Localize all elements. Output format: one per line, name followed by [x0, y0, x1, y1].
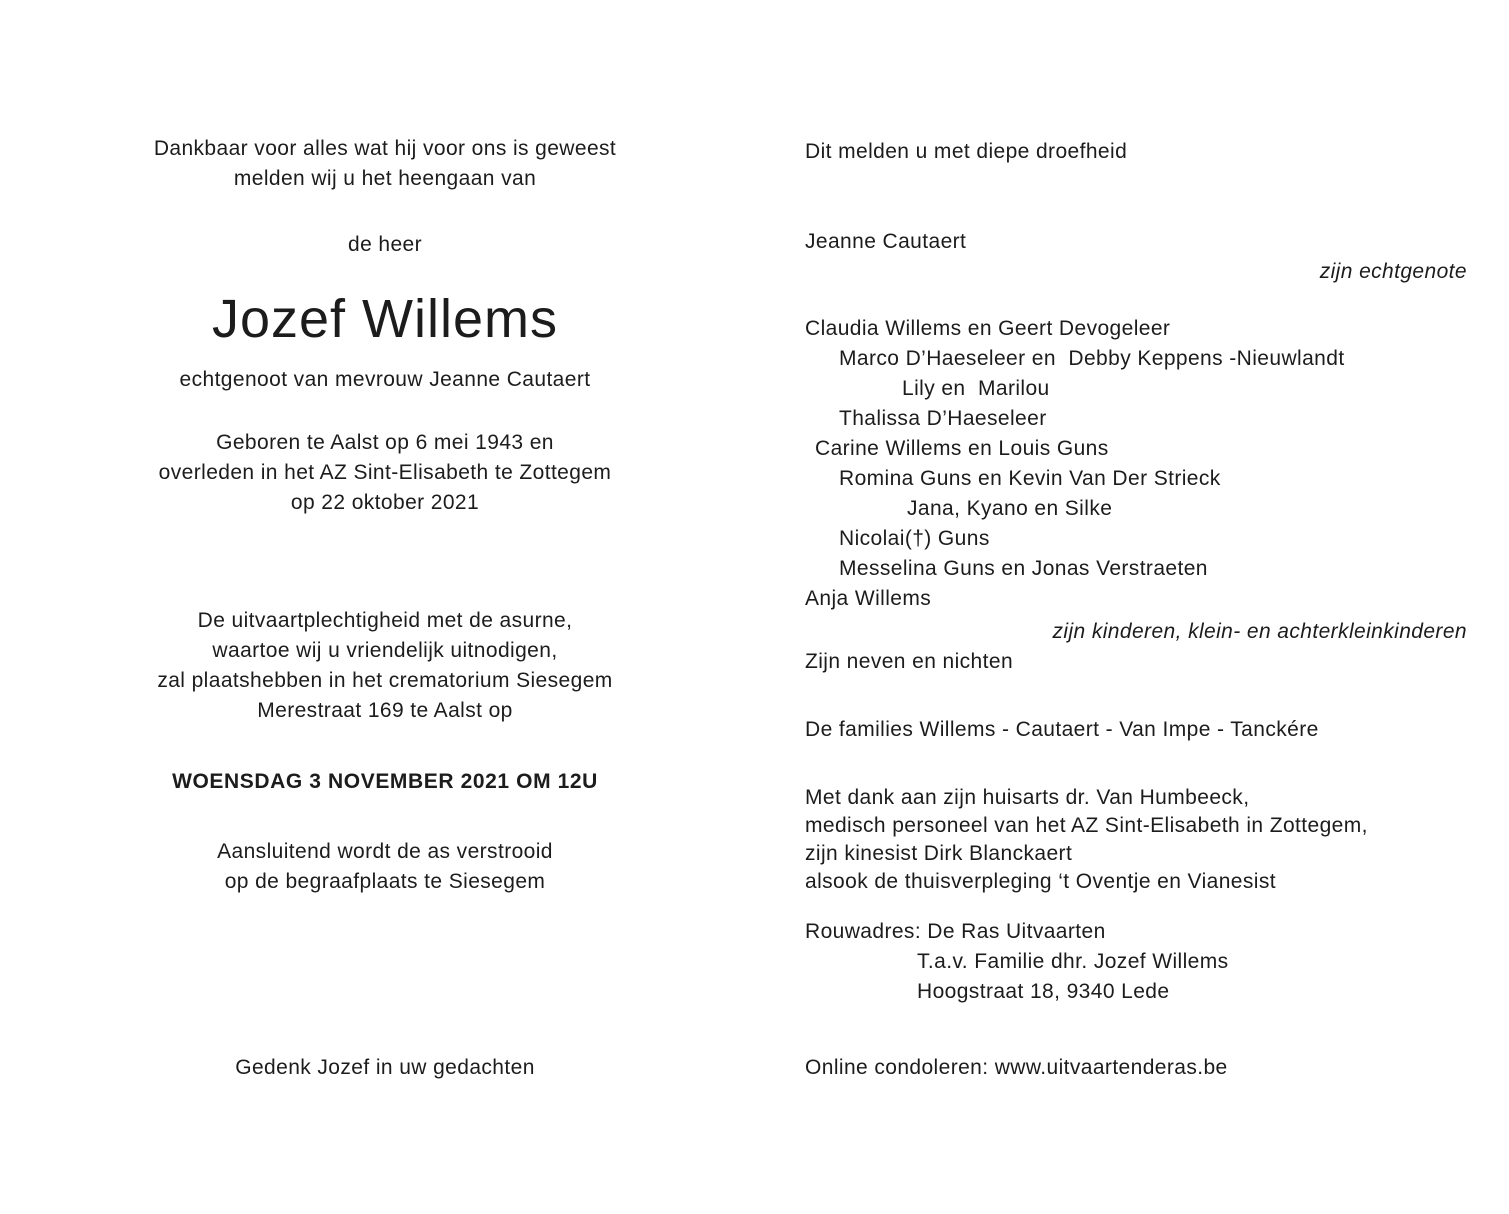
- mourning-address-line: T.a.v. Familie dhr. Jozef Willems: [917, 950, 1229, 973]
- mourning-address-line: Rouwadres: De Ras Uitvaarten: [805, 920, 1106, 943]
- remembrance-line: Gedenk Jozef in uw gedachten: [235, 1056, 535, 1079]
- widow-name: Jeanne Cautaert: [805, 230, 967, 253]
- ceremony-line: Merestraat 169 te Aalst op: [257, 699, 513, 722]
- right-column: [805, 0, 1467, 1083]
- ceremony-block: [85, 606, 685, 726]
- thanks-line: alsook de thuisverpleging ‘t Oventje en Vianesist: [805, 870, 1276, 893]
- ash-scattering-line: Aansluitend wordt de as verstrooid: [217, 840, 553, 863]
- spouse-line: echtgenoot van mevrouw Jeanne Cautaert: [179, 368, 591, 391]
- mourning-address-block: [805, 917, 1467, 1007]
- ash-scattering-line: op de begraafplaats te Siesegem: [224, 870, 546, 893]
- families-line: De families Willems - Cautaert - Van Impe - Tanckére: [805, 718, 1319, 741]
- ceremony-line: De uitvaartplechtigheid met de asurne,: [197, 609, 573, 632]
- mourning-address-line: Hoogstraat 18, 9340 Lede: [917, 980, 1170, 1003]
- family-member-line: Romina Guns en Kevin Van Der Strieck: [839, 467, 1221, 490]
- salutation-line: de heer: [347, 233, 423, 256]
- thanks-line: medisch personeel van het AZ Sint-Elisabeth in Zottegem,: [805, 814, 1368, 837]
- widow-role-line: zijn echtgenote: [1319, 260, 1467, 283]
- salutation-block: [85, 230, 685, 260]
- gratitude-line: Dankbaar voor alles wat hij voor ons is geweest: [153, 137, 617, 160]
- online-condolence-line: Online condoleren: www.uitvaartenderas.be: [805, 1056, 1228, 1079]
- announcement-line: Dit melden u met diepe droefheid: [805, 140, 1128, 163]
- deceased-name: Jozef Willems: [211, 289, 559, 349]
- ash-scattering-block: [85, 837, 685, 897]
- cousins-line: Zijn neven en nichten: [805, 650, 1014, 673]
- thanks-line: zijn kinesist Dirk Blanckaert: [805, 842, 1073, 865]
- family-member-line: Nicolai(†) Guns: [839, 527, 990, 550]
- family-list: [805, 314, 1467, 614]
- ceremony-line: waartoe wij u vriendelijk uitnodigen,: [212, 639, 558, 662]
- family-role-line: zijn kinderen, klein- en achterkleinkinderen: [1052, 620, 1467, 643]
- life-dates-block: [85, 428, 685, 518]
- life-dates-line: Geboren te Aalst op 6 mei 1943 en: [216, 431, 554, 454]
- family-member-line: Claudia Willems en Geert Devogeleer: [805, 317, 1171, 340]
- family-member-line: Lily en Marilou: [902, 377, 1050, 400]
- ceremony-line: zal plaatshebben in het crematorium Siesegem: [157, 669, 613, 692]
- family-member-line: Marco D’Haeseleer en Debby Keppens -Nieuwlandt: [839, 347, 1345, 370]
- family-member-line: Jana, Kyano en Silke: [907, 497, 1113, 520]
- ceremony-datetime: WOENSDAG 3 NOVEMBER 2021 OM 12U: [172, 770, 598, 793]
- gratitude-block: [85, 134, 685, 194]
- family-member-line: Carine Willems en Louis Guns: [815, 437, 1109, 460]
- thanks-block: [805, 784, 1467, 896]
- life-dates-line: op 22 oktober 2021: [290, 491, 480, 514]
- family-member-line: Messelina Guns en Jonas Verstraeten: [839, 557, 1208, 580]
- life-dates-line: overleden in het AZ Sint-Elisabeth te Zottegem: [158, 461, 612, 484]
- gratitude-line: melden wij u het heengaan van: [233, 167, 537, 190]
- family-member-line: Anja Willems: [805, 587, 932, 610]
- family-member-line: Thalissa D’Haeseleer: [839, 407, 1047, 430]
- thanks-line: Met dank aan zijn huisarts dr. Van Humbeeck,: [805, 786, 1250, 809]
- left-column: [85, 0, 685, 1083]
